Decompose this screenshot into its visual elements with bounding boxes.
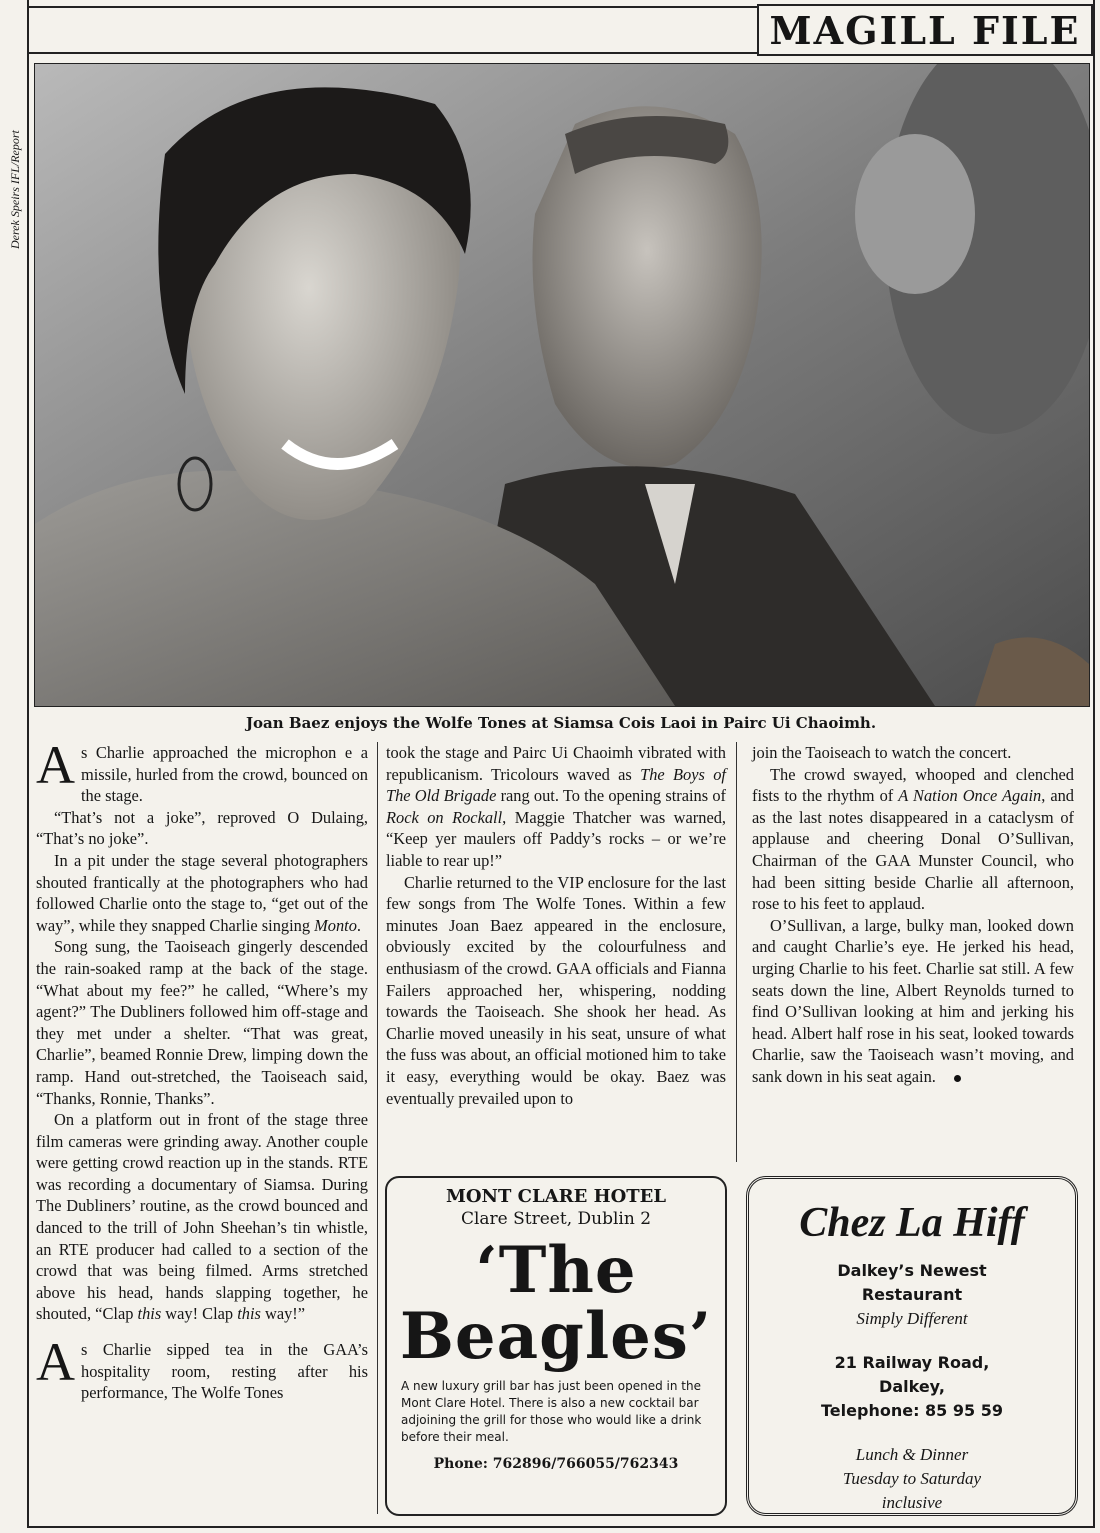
ad-brand-line-1: ‘The — [475, 1233, 637, 1308]
paragraph-text: s Charlie sipped tea in the GAA’s hospitality room, resting after his performance, The Wolfe Tones — [81, 1340, 368, 1403]
emphasis: this — [237, 1304, 261, 1324]
paragraph — [36, 1109, 368, 1325]
ad-phone: Telephone: 85 95 59 — [821, 1401, 1003, 1420]
paragraph — [36, 735, 368, 807]
article-column-3 — [752, 742, 1074, 1088]
paragraph-text: On a platform out in front of the stage three film cameras were grinding away. Another couple were getting crowd reaction up in the stands. RTE was recording a documentary of Siamsa. During The Dubliners’ routine, as the crowd bounced and danced to the trill of John Sheehan’s tin whistle, an RTE producer had called to a section of the crowd that was being filmed. Arms stretched above his head, hands slapping together, he shouted, “Clap — [36, 1110, 368, 1324]
ad-line: Dalkey’s Newest — [837, 1261, 987, 1280]
paragraph-text: In a pit under the stage several photographers shouted frantically at the photographers who had followed Charlie onto the stage to, “get out of the way”, while they snapped Charlie singing — [36, 850, 368, 935]
ad-brand-line-2: Beagles’ — [399, 1299, 713, 1374]
ad-hotel-address: Clare Street, Dublin 2 — [460, 1209, 652, 1229]
paragraph-text: s Charlie approached the microphon e a missile, hurled from the crowd, bounced on the stage. — [81, 743, 368, 806]
emphasis: this — [137, 1304, 162, 1324]
ad-hours: inclusive — [881, 1493, 943, 1512]
column-rule — [377, 742, 378, 1514]
ad-restaurant-name: Chez La Hiff — [799, 1200, 1025, 1246]
paragraph — [752, 915, 1074, 1088]
photo-credit: Derek Speirs IFL/Report — [8, 130, 22, 250]
paragraph-text: took the stage and Pairc Ui Chaoimh vibrated with republicanism. Tricolours waved as — [386, 743, 726, 784]
article-column-1 — [36, 735, 368, 1404]
song-title: Monto — [314, 915, 357, 935]
song-title: Rock on Rockall — [386, 807, 503, 827]
end-mark — [954, 1075, 961, 1082]
ad-tagline: Simply Different — [856, 1309, 968, 1328]
ad-address: Dalkey, — [879, 1377, 945, 1396]
masthead — [757, 4, 1093, 56]
paragraph-text: . — [356, 915, 362, 935]
paragraph-text: The crowd swayed, whooped and clenched fists to the rhythm of — [752, 764, 1074, 806]
ad-address: 21 Railway Road, — [834, 1353, 990, 1372]
paragraph — [36, 850, 368, 936]
masthead-title: MAGILL FILE — [769, 7, 1081, 53]
ad-line: Restaurant — [861, 1285, 963, 1304]
paragraph-text: , and as the last notes disappeared in a cataclysm of applause and cheering Donal O’Sullivan, Chairman of the GAA Munster Council, who had been sitting beside Charlie all afternoon, rose to his feet to applaud. — [752, 786, 1074, 914]
hotel-advertisement — [385, 1176, 727, 1516]
header-rule — [27, 6, 757, 54]
paragraph-text: rang out. To the opening strains of — [496, 786, 726, 806]
ad-phone: Phone: 762896/766055/762343 — [433, 1456, 679, 1472]
paragraph — [36, 1332, 368, 1404]
ad-hotel-name: MONT CLARE HOTEL — [445, 1186, 667, 1207]
photo-caption: Joan Baez enjoys the Wolfe Tones at Siamsa Cois Laoi in Pairc Ui Chaoimh. — [245, 714, 877, 732]
photograph — [34, 63, 1090, 707]
paragraph: Song sung, the Taoiseach gingerly descended the rain-soaked ramp at the back of the stage. “What about my fee?” he called, “Where’s my agent?” The Dubliners followed him off-stage and they met under a shelter. “That was great, Charlie”, beamed Ronnie Drew, limping down the ramp. Hand out-stretched, the Taoiseach said, “Thanks, Ronnie, Thanks”. — [36, 937, 368, 1108]
paragraph — [752, 764, 1074, 915]
paragraph: “That’s not a joke”, reproved O Dulaing, “That’s no joke”. — [36, 807, 368, 849]
column-rule — [736, 742, 737, 1162]
ad-hours: Lunch & Dinner — [855, 1445, 969, 1464]
drop-cap: A — [36, 1332, 75, 1393]
article-column-2 — [386, 742, 726, 1109]
photograph-illustration — [35, 64, 1089, 706]
song-title: The Boys of The Old Brigade — [386, 764, 726, 806]
drop-cap: A — [36, 735, 75, 795]
paragraph-text: way!” — [260, 1304, 306, 1324]
paragraph-text: , Maggie Thatcher was warned, “Keep yer maulers off Paddy’s rocks – or we’re liable to rear up!” — [386, 807, 727, 870]
paragraph — [386, 742, 726, 872]
ad-hours: Tuesday to Saturday — [842, 1469, 982, 1488]
song-title: A Nation Once Again — [898, 786, 1042, 806]
restaurant-advertisement — [746, 1176, 1078, 1516]
paragraph-text: O’Sullivan, a large, bulky man, looked down and caught Charlie’s eye. He jerked his head, urging Charlie to his feet. Charlie sat still. A few seats down the line, Albert Reynolds turned to find O’Sullivan looking at him and jerking his head. Albert half rose in his seat, looked towards Charlie, saw the Taoiseach wasn’t moving, and sank down in his seat again. — [752, 915, 1074, 1086]
paragraph: Charlie returned to the VIP enclosure for the last few songs from The Wolfe Tones. Within a few minutes Joan Baez appeared in the enclosure, obviously excited by the colourfulness and enthusiasm of the crowd. GAA officials and Fianna Failers approached her, whispering, nodding towards the Taoiseach. She shook her head. As Charlie moved uneasily in his seat, unsure of what the fuss was about, an official motioned him to take it easy, everything would be okay. Baez was eventually prevailed upon to — [386, 872, 726, 1108]
paragraph: join the Taoiseach to watch the concert. — [752, 743, 1012, 762]
ad-description: A new luxury grill bar has just been opened in the Mont Clare Hotel. There is also a new cocktail bar adjoining the grill for those who would like a drink before their meal. — [401, 1379, 702, 1444]
paragraph-text: way! Clap — [161, 1304, 238, 1324]
